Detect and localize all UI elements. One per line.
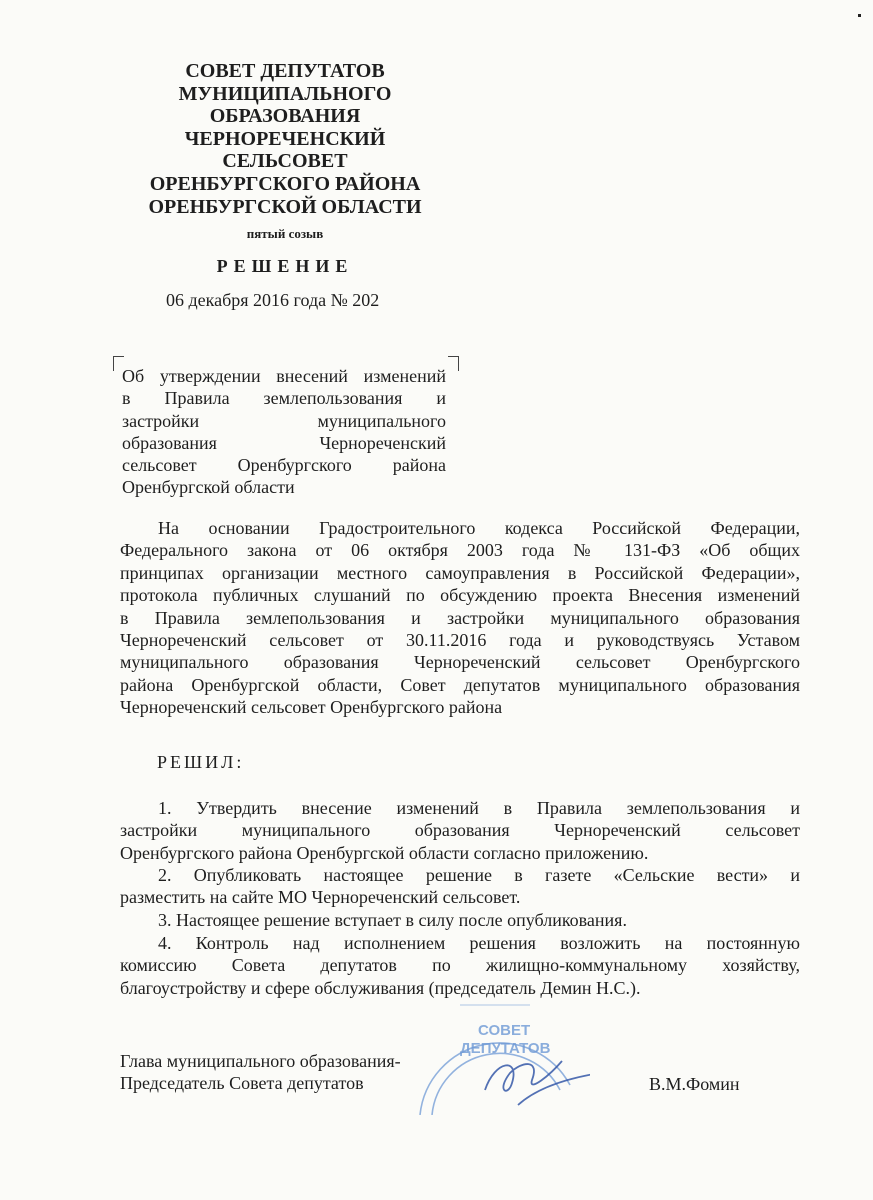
item-line: 1. Утвердить внесение изменений в Правила землепользования и (158, 798, 800, 818)
subject-line: Оренбургской области (122, 477, 295, 498)
org-line: МУНИЦИПАЛЬНОГО (178, 82, 392, 105)
subject-line: образования Чернореченский (122, 432, 446, 453)
official-stamp (400, 965, 590, 1120)
preamble-line: Чернореченский сельсовет Оренбургского района (120, 697, 503, 718)
org-line: ОРЕНБУРГСКОГО РАЙОНА (149, 172, 421, 195)
stamp-line-1: СОВЕТ (478, 1022, 531, 1039)
item-2 (120, 864, 800, 909)
signature-title-line: Председатель Совета депутатов (120, 1073, 364, 1094)
item-line: 3. Настоящее решение вступает в силу после опубликования. (158, 910, 627, 930)
org-line: ОБРАЗОВАНИЯ (209, 105, 361, 128)
item-line: разместить на сайте МО Чернореченский сельсовет. (120, 887, 521, 908)
item-1 (120, 797, 800, 864)
subject-line: Об утверждении внесений изменений (122, 366, 446, 386)
preamble-line: муниципального образования Чернореченский сельсовет Оренбургского (120, 652, 800, 673)
resolved-label: РЕШИЛ: (157, 752, 245, 772)
preamble-line: протокола публичных слушаний по обсуждению проекта Внесения изменений (120, 585, 800, 606)
preamble-line: Чернореченский сельсовет от 30.11.2016 года и руководствуясь Уставом (120, 629, 800, 650)
subject-line: застройки муниципального (122, 410, 446, 431)
preamble-line: принципах организации местного самоуправления в Российской Федерации», (120, 562, 800, 583)
item-line: комиссию Совета депутатов по жилищно-коммунальному хозяйству, (120, 955, 800, 976)
subject-block (122, 365, 446, 499)
org-line: СОВЕТ ДЕПУТАТОВ (185, 60, 385, 82)
org-line: ЧЕРНОРЕЧЕНСКИЙ (184, 127, 386, 150)
subject-bracket-right (448, 356, 459, 371)
organization-header (120, 60, 450, 218)
stamp-graphic (400, 965, 590, 1115)
signatory-name: В.М.Фомин (649, 1074, 740, 1094)
preamble-line: Федерального закона от 06 октября 2003 года № 131-ФЗ «Об общих (120, 540, 800, 561)
preamble-line: в Правила землепользования и застройки муниципального образования (120, 607, 800, 628)
signature-title (120, 1050, 401, 1095)
document-type: РЕШЕНИЕ (216, 256, 354, 276)
item-line: 4. Контроль над исполнением решения возложить на постоянную (158, 933, 800, 953)
item-line: 2. Опубликовать настоящее решение в газете «Сельские вести» и (158, 865, 800, 885)
scan-mark (858, 14, 861, 17)
handwritten-signature (485, 1061, 590, 1105)
org-line: СЕЛЬСОВЕТ (222, 150, 348, 173)
item-3 (120, 909, 800, 931)
date-number: 06 декабря 2016 года № 202 (166, 290, 380, 310)
subject-line: в Правила землепользования и (122, 388, 446, 409)
signature-title-line: Глава муниципального образования- (120, 1051, 401, 1071)
preamble-paragraph (120, 517, 800, 719)
stamp-line-2: ДЕПУТАТОВ (460, 1040, 551, 1057)
preamble-line: района Оренбургской области, Совет депутатов муниципального образования (120, 674, 800, 695)
preamble-line: На основании Градостроительного кодекса Российской Федерации, (158, 518, 800, 538)
convocation: пятый созыв (246, 226, 324, 241)
item-line: застройки муниципального образования Чернореченский сельсовет (120, 820, 800, 841)
item-line: Оренбургского района Оренбургской области согласно приложению. (120, 842, 649, 863)
org-line: ОРЕНБУРГСКОЙ ОБЛАСТИ (148, 195, 422, 218)
subject-line: сельсовет Оренбургского района (122, 455, 446, 476)
item-line: благоустройству и сфере обслуживания (председатель Демин Н.С.). (120, 977, 641, 998)
